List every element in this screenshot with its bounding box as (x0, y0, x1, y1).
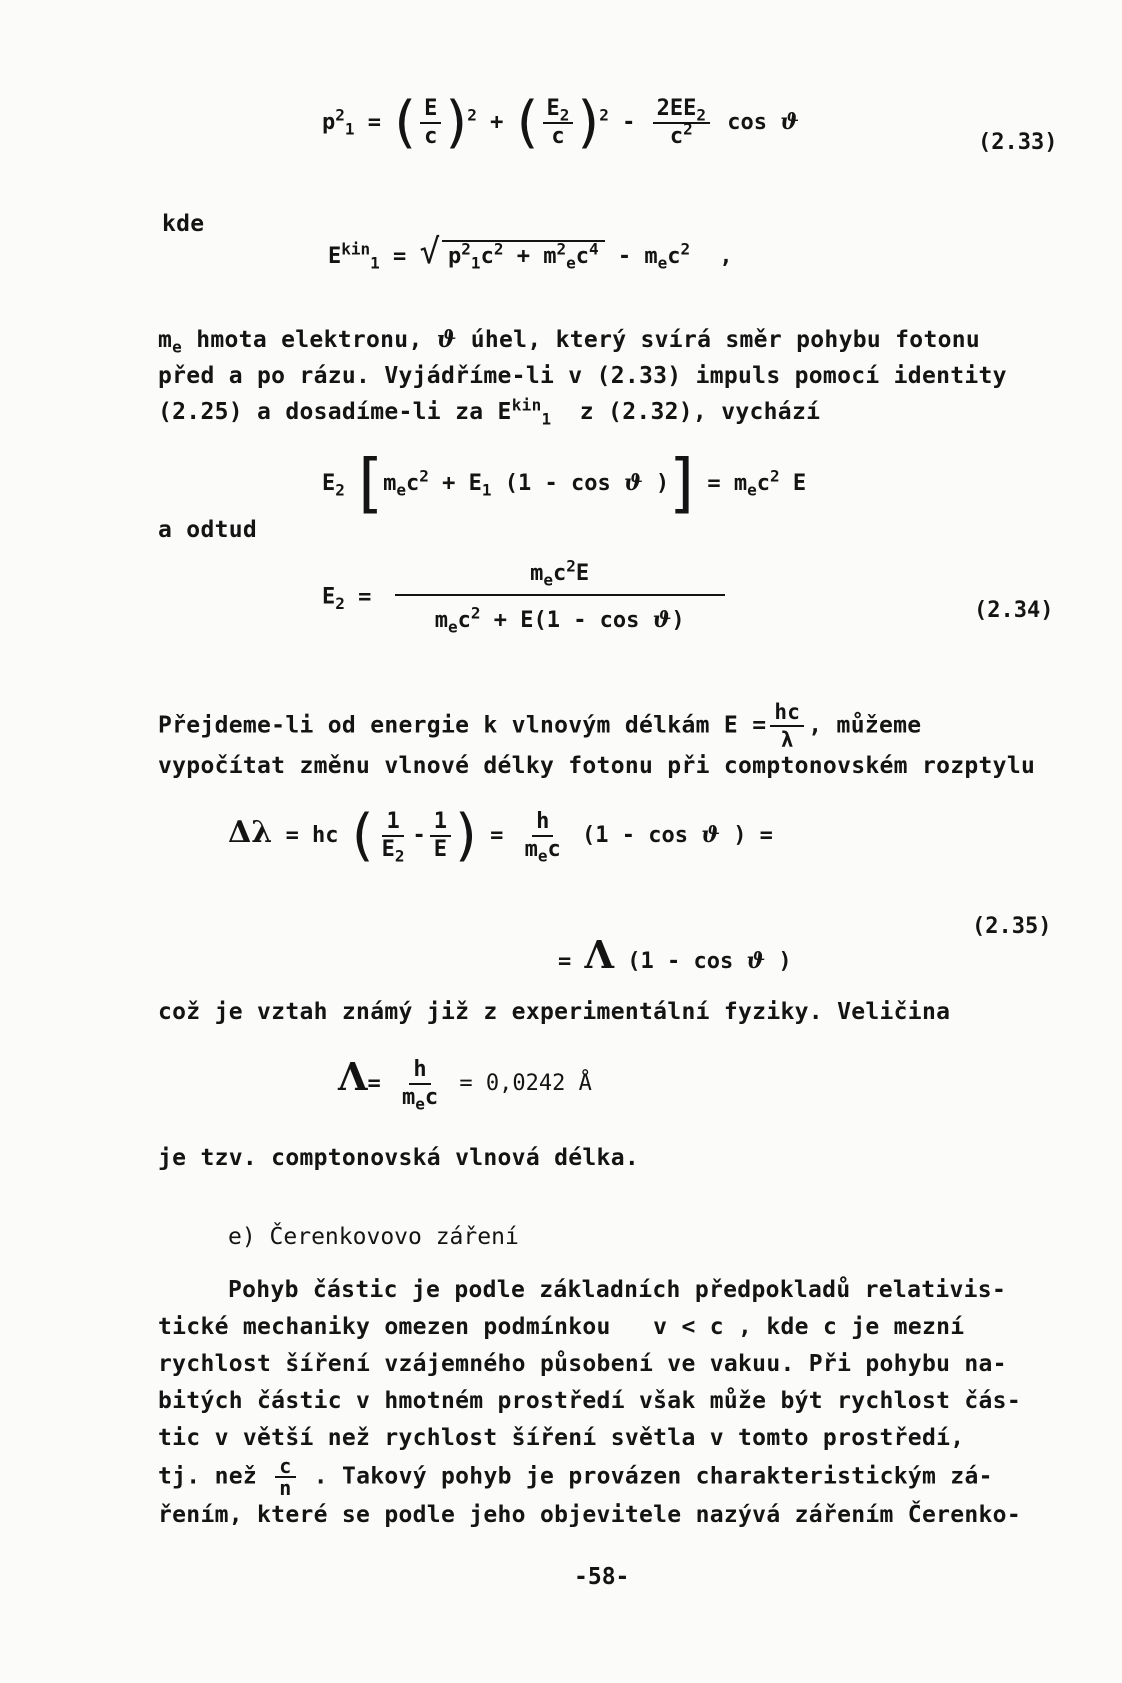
para1-line2: před a po rázu. Vyjádříme-li v (2.33) impuls pomocí identity (158, 363, 1007, 389)
eq-sup: 2 (680, 239, 691, 259)
frac-den (521, 837, 565, 866)
para5-line5: tic v větší než rychlost šíření světla v tomto prostředí, (158, 1425, 965, 1451)
eq-sub: 2 (696, 105, 707, 125)
frac-den: E (433, 837, 448, 862)
eq-sup: 2 (493, 239, 504, 259)
eq-sub: 2 (335, 593, 345, 613)
eq-sup: 2 (419, 466, 429, 486)
fraction (275, 1454, 295, 1500)
eq-sup: 2 (467, 105, 477, 125)
eq-text: ) = (733, 823, 773, 848)
eq-text: E (322, 471, 336, 496)
eq-sub: 1 (481, 480, 492, 500)
sqrt-sign: √ (419, 232, 441, 272)
eq-text: c (667, 244, 681, 269)
paragraph-2 (158, 700, 921, 752)
eq-sub: e (415, 1094, 425, 1114)
fraction (398, 1057, 442, 1114)
eq-text: = (367, 110, 382, 135)
fraction (521, 809, 565, 866)
frac-den (666, 119, 697, 149)
eq-text: + m (516, 244, 557, 269)
eq-sup: 2 (599, 105, 609, 125)
para-sub: e (172, 337, 183, 357)
para5-line7: řením, které se podle jeho objevitele nazývá zářením Čerenko- (158, 1502, 1021, 1528)
eq-sub: 2 (559, 105, 570, 125)
eq-text: c (424, 1085, 439, 1110)
eq-sup: 2 (335, 105, 345, 125)
frac-den: λ (780, 728, 794, 752)
para-text: v < c , kde c je mezní (653, 1314, 965, 1340)
equation-2-34 (322, 556, 729, 637)
para1-line3 (158, 394, 1007, 430)
eq-text: E (322, 584, 336, 610)
eq-sup: 4 (588, 239, 599, 259)
eq-sub: e (657, 253, 668, 273)
paragraph-4: je tzv. comptonovská vlnová délka. (158, 1145, 640, 1171)
eq-text: c (547, 837, 561, 862)
eq-text: (1 - cos (627, 949, 734, 974)
eq-sup: 2 (683, 119, 693, 139)
eq-sub: e (747, 480, 757, 500)
eq-text: ) (655, 471, 670, 496)
eq-text: = m (707, 471, 748, 496)
eq-text: m (434, 608, 448, 633)
para5-line1: Pohyb částic je podle základních předpokladů relativis- (228, 1277, 1007, 1303)
compton-value: = 0,0242 Å (459, 1071, 592, 1096)
para-text: Přejdeme-li od energie k vlnovým délkám (158, 712, 710, 739)
eq-text: E (792, 471, 807, 496)
equation-number-2-34: (2.34) (974, 598, 1054, 623)
eq-text: = (358, 584, 372, 610)
theta-symbol: ϑ (701, 822, 720, 848)
eq-text: m (401, 1085, 416, 1110)
frac-num: E (420, 97, 441, 124)
eq-sub: 1 (470, 253, 481, 273)
eq-text: (1 - cos (504, 471, 611, 496)
frac-num: h (532, 810, 553, 837)
eq-text: 2EE (656, 96, 697, 121)
eq-text: (1 - cos (582, 823, 689, 848)
eq-sup: 2 (770, 466, 780, 486)
eq-text: , (719, 244, 733, 269)
eq-text: - (412, 823, 426, 848)
eq-text: + (490, 110, 504, 135)
eq-text: p (448, 244, 462, 269)
frac-num (543, 97, 574, 124)
eq-sup: 2 (556, 239, 567, 259)
radicand (442, 239, 605, 273)
fraction (653, 97, 710, 149)
eq-text: E (546, 96, 560, 121)
para-text: . Takový pohyb je provázen charakteristickým zá- (313, 1463, 993, 1490)
eq-text: c (480, 244, 494, 269)
label-kde: kde (162, 211, 205, 237)
fraction (430, 810, 451, 862)
para5-line6 (158, 1454, 1021, 1500)
paren: ) (577, 90, 600, 155)
frac-den: c (424, 124, 438, 149)
eq-text: c (575, 244, 589, 269)
para-text: E = (723, 712, 767, 739)
frac-num: 1 (430, 810, 451, 837)
eq-text: p (322, 110, 336, 135)
eq-text: = (393, 244, 407, 269)
fraction (420, 97, 441, 149)
frac-den (378, 837, 409, 866)
para-text: , můžeme (808, 712, 922, 739)
paren: ( (351, 803, 374, 868)
equation-intermediate (322, 447, 807, 521)
lambda-symbol: Λ (584, 932, 614, 977)
bracket: ] (669, 447, 695, 521)
eq-text: c (553, 561, 567, 586)
eq-text: = hc (285, 823, 339, 848)
paren: ) (445, 90, 468, 155)
theta-symbol: ϑ (436, 326, 457, 353)
page-number: -58- (574, 1564, 630, 1590)
fraction (378, 809, 409, 866)
delta-lambda: Δλ (228, 815, 273, 850)
para-text: E (497, 399, 512, 425)
equation-number-2-35: (2.35) (972, 914, 1052, 939)
eq-text: c (669, 124, 684, 149)
eq-sub: 1 (370, 253, 380, 273)
eq-sub: e (566, 253, 576, 273)
frac-den (398, 1085, 442, 1114)
frac-num: c (275, 1457, 295, 1478)
eq-text: m (524, 837, 538, 862)
eq-text: + E (442, 471, 482, 496)
para-text: z (2.32), vychází (579, 399, 821, 425)
para-sup: kin (511, 395, 542, 415)
eq-sub: e (396, 480, 406, 500)
para-text: tj. než (158, 1463, 258, 1490)
paragraph-5 (158, 1272, 1021, 1534)
frac-num: 1 (382, 810, 403, 837)
eq-sup: 2 (461, 239, 471, 259)
eq-text: E (575, 561, 590, 586)
eq-sup: 2 (470, 603, 481, 623)
frac-num (653, 97, 710, 124)
equation-compton-wavelength (338, 1054, 592, 1114)
theta-symbol: ϑ (652, 607, 672, 633)
bracket: [ (358, 447, 384, 521)
para-sub: 1 (541, 409, 552, 429)
para5-line4: bitých částic v hmotném prostředí však může být rychlost čás- (158, 1388, 1021, 1414)
eq-sub: 2 (335, 480, 345, 500)
fraction (543, 97, 574, 149)
eq-text: - m (617, 244, 658, 269)
fraction (770, 700, 804, 752)
lambda-symbol: Λ (338, 1054, 368, 1099)
paragraph-3: což je vztah známý již z experimentální fyziky. Veličina (158, 999, 951, 1025)
equation-ekin (328, 232, 733, 272)
eq-text: c (406, 471, 420, 496)
eq-text: cos (727, 110, 768, 135)
eq-text: m (383, 471, 397, 496)
equation-2-33 (322, 90, 799, 155)
eq-text: - (622, 110, 636, 135)
eq-text: = (367, 1071, 381, 1096)
equation-2-35 (228, 803, 773, 868)
eq-sub: 1 (344, 119, 355, 139)
paren: ) (455, 803, 477, 868)
para-text: úhel, který svírá směr pohybu fotonu (456, 327, 981, 353)
frac-den (431, 596, 689, 637)
para5-line2 (158, 1309, 1021, 1346)
eq-text: ) (778, 949, 792, 974)
eq-text: ) (671, 608, 685, 633)
paragraph-2-line-2: vypočítat změnu vlnové délky fotonu při comptonovském rozptylu (158, 753, 1036, 779)
paragraph-1 (158, 322, 1007, 430)
eq-text: = (558, 949, 572, 974)
section-heading: e) Čerenkovovo záření (228, 1224, 519, 1250)
theta-symbol: ϑ (780, 109, 799, 135)
para-text: m (158, 327, 173, 353)
para1-line1 (158, 322, 1007, 358)
para-text: tické mechaniky omezen podmínkou (158, 1314, 611, 1340)
para-text: (2.25) a dosadíme-li za (158, 399, 484, 425)
para5-line3: rychlost šíření vzájemného působení ve vakuu. Při pohybu na- (158, 1351, 1007, 1377)
eq-text: = (490, 823, 504, 848)
theta-symbol: ϑ (624, 470, 643, 496)
equation-number-2-33: (2.33) (978, 130, 1058, 155)
frac-num: hc (770, 700, 804, 727)
eq-sub: e (447, 617, 458, 637)
frac-den: c (551, 124, 565, 149)
eq-text: c (457, 608, 471, 633)
paren: ( (516, 90, 539, 155)
eq-text: m (530, 561, 544, 586)
eq-sub: 2 (394, 846, 405, 866)
eq-text: E (328, 244, 342, 269)
eq-sub: e (543, 570, 554, 590)
label-a-odtud: a odtud (158, 517, 258, 543)
para-text: hmota elektronu, (182, 327, 423, 353)
frac-num: h (409, 1058, 430, 1085)
fraction (395, 556, 725, 637)
eq-sub: e (537, 846, 548, 866)
paren: ( (394, 90, 417, 155)
frac-num (395, 556, 725, 596)
equation-2-35-line-2 (558, 932, 792, 977)
eq-text: c (756, 471, 771, 496)
eq-text: + E(1 - cos (493, 608, 640, 633)
eq-sup: kin (341, 239, 371, 259)
frac-den: n (279, 1476, 292, 1500)
eq-text: E (381, 837, 395, 862)
theta-symbol: ϑ (746, 948, 766, 974)
eq-sup: 2 (566, 556, 576, 576)
